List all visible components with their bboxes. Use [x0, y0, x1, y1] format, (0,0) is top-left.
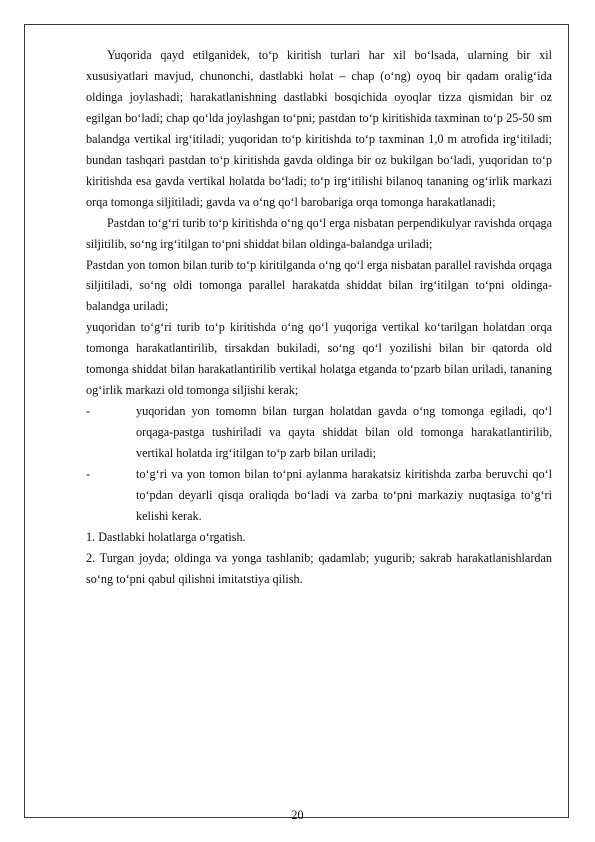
page-number: 20 [291, 808, 304, 822]
numbered-item-2: 2. Turgan joyda; oldinga va yonga tashlanib; qadamlab; yugurib; sakrab harakatlanishlardan so‘ng to‘pni qabul qilishni imitatstiya qilish. [86, 550, 552, 586]
paragraph-underhand-front: Pastdan to‘g‘ri turib to‘p kiritishda o‘ng qo‘l erga nisbatan perpendikulyar ravishda orqaga siljitilib, so‘ng irg‘itilgan to‘pni shiddat bilan oldinga-balandga uriladi; [86, 215, 552, 251]
paragraph-underhand-side: Pastdan yon tomon bilan turib to‘p kiritilganda o‘ng qo‘l erga nisbatan parallel ravishda orqaga siljitiladi, so‘ng oldi tomonga parallel harakatda shiddat bilan irg‘itilgan to‘pni oldinga-balandga uriladi; [86, 257, 552, 314]
numbered-item-1: 1. Dastlabki holatlarga o‘rgatish. [86, 529, 246, 544]
document-body [86, 45, 552, 590]
bullet-dash: - [86, 467, 91, 482]
paragraph-serve-features: Yuqorida qayd etilganidek, to‘p kiritish turlari har xil bo‘lsada, ularning bir xil xususiyatlari mavjud, chunonchi, dastlabki holat – chap (o‘ng) oyoq bir qadam oralig‘ida oldinga joylashadi; harakatlanishning dastlabki bosqichida oyoqlar tizza qismidan bir oz egilgan bo‘ladi; chap qo‘lda joylashgan to‘pni; pastdan to‘p kiritishida taxminan to‘p 25-50 sm balandga vertikal irg‘itiladi; yuqoridan to‘p kiritishda to‘p taxminan 1,0 m atrofida irg‘itiladi; bundan tashqari pastdan to‘p kiritishda gavda oldinga bir oz bukilgan bo‘ladi, yuqoridan to‘p kiritishda esa gavda vertikal holatda bo‘ladi; to‘p irg‘itilishi bilanoq tananing og‘irlik markazi orqa tomonga siljitiladi; gavda va o‘ng qo‘l barobariga orqa tomonga harakatlanadi; [86, 48, 552, 209]
bullet-text: yuqoridan yon tomomn bilan turgan holatdan gavda o‘ng tomonga egiladi, qo‘l orqaga-pastga tushiriladi va qayta shiddat bilan old tomonga harakatlantirilib, vertikal holatda irg‘itilgan to‘p zarb bilan uriladi; [136, 404, 552, 461]
list-item [86, 401, 552, 464]
list-item [86, 464, 552, 527]
bullet-text: to‘g‘ri va yon tomon bilan to‘pni aylanma harakatsiz kiritishda zarba beruvchi qo‘l to‘pdan deyarli qisqa oraliqda bo‘ladi va zarba to‘pni markaziy nuqtasiga to‘g‘ri kelishi kerak. [136, 467, 552, 523]
bullet-dash: - [86, 404, 91, 419]
paragraph-overhand-front: yuqoridan to‘g‘ri turib to‘p kiritishda o‘ng qo‘l yuqoriga vertikal ko‘tarilgan holatdan orqa tomonga harakatlantirilib, tirsakdan bukiladi, so‘ng qo‘l yozilishi bilan bir qatorda old tomonga shiddat bilan harakatlantirilib vertikal holatga etganda to‘pzarb bilan uriladi, tananing og‘irlik markazi old tomonga siljishi kerak; [86, 320, 552, 398]
